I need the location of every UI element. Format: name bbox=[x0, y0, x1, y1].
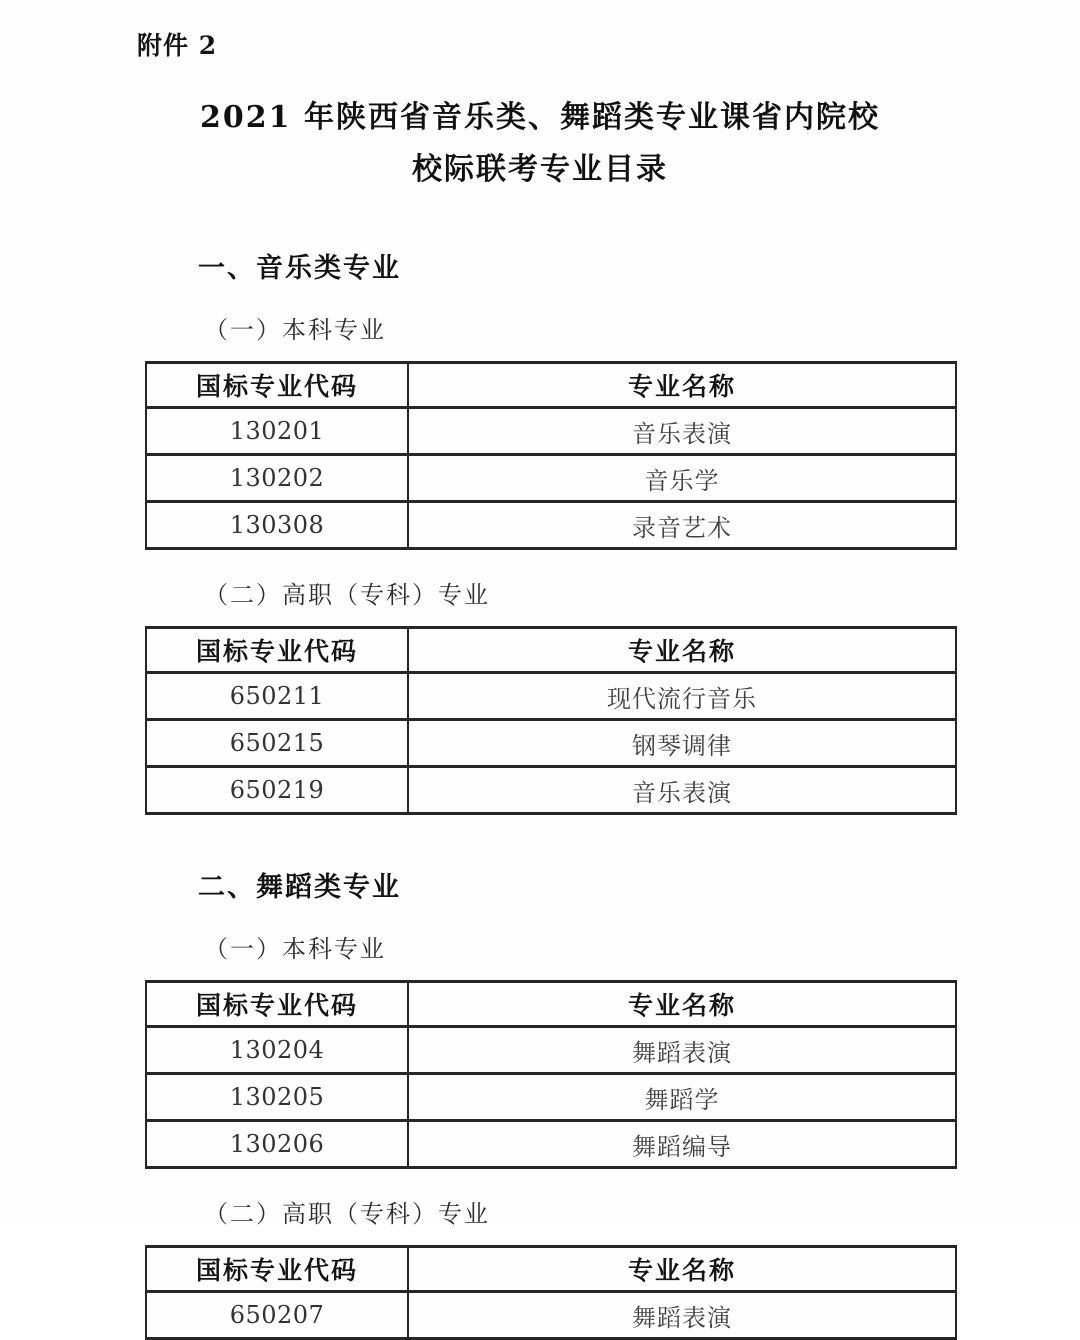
table-row bbox=[146, 1121, 956, 1168]
column-header-name: 专业名称 bbox=[408, 1247, 956, 1292]
major-code: 130206 bbox=[146, 1121, 408, 1168]
subheading-music-vocational: （二）高职（专科）专业 bbox=[204, 581, 490, 609]
major-name: 钢琴调律 bbox=[408, 720, 956, 767]
major-name: 音乐表演 bbox=[408, 767, 956, 814]
column-header-name: 专业名称 bbox=[408, 628, 956, 673]
table-row bbox=[146, 1292, 956, 1339]
major-code: 130201 bbox=[146, 408, 408, 455]
major-name: 舞蹈学 bbox=[408, 1074, 956, 1121]
table-row bbox=[146, 673, 956, 720]
major-code: 130205 bbox=[146, 1074, 408, 1121]
major-code: 130204 bbox=[146, 1027, 408, 1074]
major-name: 舞蹈表演 bbox=[408, 1027, 956, 1074]
table-header-row bbox=[146, 1247, 956, 1292]
major-code: 650211 bbox=[146, 673, 408, 720]
dance-vocational-table bbox=[145, 1245, 957, 1340]
major-code: 130308 bbox=[146, 502, 408, 549]
table-row bbox=[146, 408, 956, 455]
subheading-dance-undergraduate: （一）本科专业 bbox=[204, 935, 386, 963]
major-code: 130202 bbox=[146, 455, 408, 502]
column-header-code: 国标专业代码 bbox=[146, 628, 408, 673]
table-row bbox=[146, 1027, 956, 1074]
document-title bbox=[0, 92, 1080, 196]
table-row bbox=[146, 1074, 956, 1121]
major-name: 现代流行音乐 bbox=[408, 673, 956, 720]
dance-undergraduate-table bbox=[145, 980, 957, 1169]
major-code: 650207 bbox=[146, 1292, 408, 1339]
major-name: 音乐学 bbox=[408, 455, 956, 502]
subheading-dance-vocational: （二）高职（专科）专业 bbox=[204, 1200, 490, 1228]
table-row bbox=[146, 502, 956, 549]
table-row bbox=[146, 720, 956, 767]
music-undergraduate-table bbox=[145, 361, 957, 550]
major-name: 录音艺术 bbox=[408, 502, 956, 549]
major-name: 舞蹈编导 bbox=[408, 1121, 956, 1168]
title-line-1: 2021 年陕西省音乐类、舞蹈类专业课省内院校 bbox=[200, 100, 880, 135]
music-vocational-table bbox=[145, 626, 957, 815]
table-row bbox=[146, 455, 956, 502]
subheading-music-undergraduate: （一）本科专业 bbox=[204, 316, 386, 344]
attachment-label: 附件 2 bbox=[137, 31, 218, 60]
column-header-name: 专业名称 bbox=[408, 982, 956, 1027]
section-heading-dance: 二、舞蹈类专业 bbox=[198, 872, 401, 903]
column-header-code: 国标专业代码 bbox=[146, 1247, 408, 1292]
major-code: 650219 bbox=[146, 767, 408, 814]
title-line-2: 校际联考专业目录 bbox=[412, 152, 668, 187]
table-header-row bbox=[146, 363, 956, 408]
major-name: 音乐表演 bbox=[408, 408, 956, 455]
major-code: 650215 bbox=[146, 720, 408, 767]
column-header-code: 国标专业代码 bbox=[146, 363, 408, 408]
column-header-code: 国标专业代码 bbox=[146, 982, 408, 1027]
column-header-name: 专业名称 bbox=[408, 363, 956, 408]
table-header-row bbox=[146, 628, 956, 673]
section-heading-music: 一、音乐类专业 bbox=[198, 253, 401, 284]
table-row bbox=[146, 767, 956, 814]
table-header-row bbox=[146, 982, 956, 1027]
major-name: 舞蹈表演 bbox=[408, 1292, 956, 1339]
